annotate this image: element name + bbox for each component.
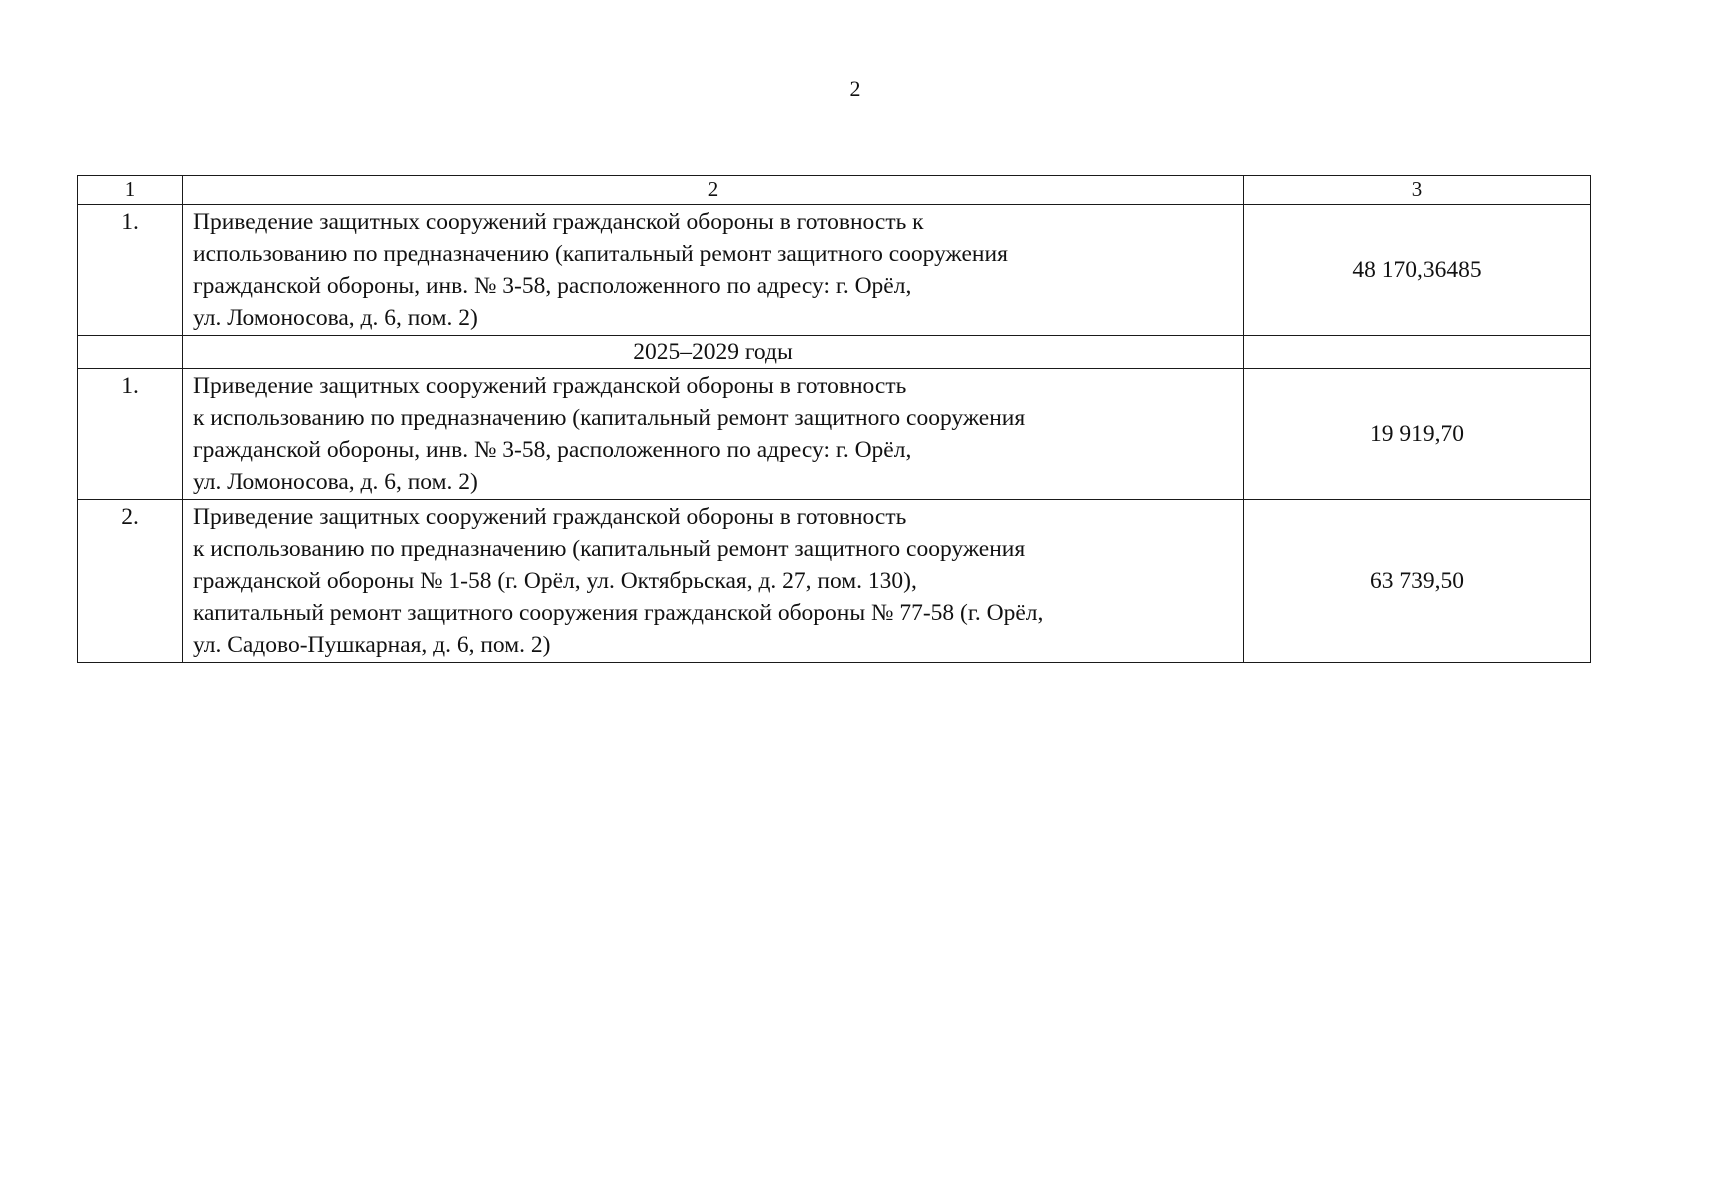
row-number: 1.	[78, 369, 183, 500]
row-amount: 19 919,70	[1244, 369, 1591, 500]
table-row	[78, 205, 1591, 336]
description-line: гражданской обороны, инв. № 3-58, расположенного по адресу: г. Орёл,	[193, 437, 912, 463]
description-line: ул. Ломоносова, д. 6, пом. 2)	[193, 305, 478, 331]
row-description	[183, 500, 1244, 663]
description-line: ул. Ломоносова, д. 6, пом. 2)	[193, 469, 478, 495]
page-number: 2	[849, 76, 861, 101]
section-title: 2025–2029 годы	[183, 336, 1244, 369]
section-empty-cell	[1244, 336, 1591, 369]
table-row	[78, 500, 1591, 663]
measures-table	[77, 175, 1591, 663]
row-number: 2.	[78, 500, 183, 663]
header-cell-1: 1	[78, 176, 183, 205]
description-line: к использованию по предназначению (капитальный ремонт защитного сооружения	[193, 405, 1026, 431]
row-amount: 63 739,50	[1244, 500, 1591, 663]
description-line: Приведение защитных сооружений гражданской обороны в готовность к	[193, 209, 924, 235]
description-line: использованию по предназначению (капитальный ремонт защитного сооружения	[193, 241, 1008, 267]
description-line: гражданской обороны № 1-58 (г. Орёл, ул. Октябрьская, д. 27, пом. 130),	[193, 568, 917, 594]
header-cell-3: 3	[1244, 176, 1591, 205]
table-row	[78, 369, 1591, 500]
row-description	[183, 205, 1244, 336]
description-line: Приведение защитных сооружений гражданской обороны в готовность	[193, 373, 907, 399]
description-line: ул. Садово-Пушкарная, д. 6, пом. 2)	[193, 632, 551, 658]
row-number: 1.	[78, 205, 183, 336]
description-line: к использованию по предназначению (капитальный ремонт защитного сооружения	[193, 536, 1026, 562]
header-cell-2: 2	[183, 176, 1244, 205]
table-header-row	[78, 176, 1591, 205]
section-row	[78, 336, 1591, 369]
row-amount: 48 170,36485	[1244, 205, 1591, 336]
description-line: Приведение защитных сооружений гражданской обороны в готовность	[193, 504, 907, 530]
description-line: капитальный ремонт защитного сооружения гражданской обороны № 77-58 (г. Орёл,	[193, 600, 1044, 626]
section-empty-cell	[78, 336, 183, 369]
row-description	[183, 369, 1244, 500]
description-line: гражданской обороны, инв. № 3-58, расположенного по адресу: г. Орёл,	[193, 273, 912, 299]
